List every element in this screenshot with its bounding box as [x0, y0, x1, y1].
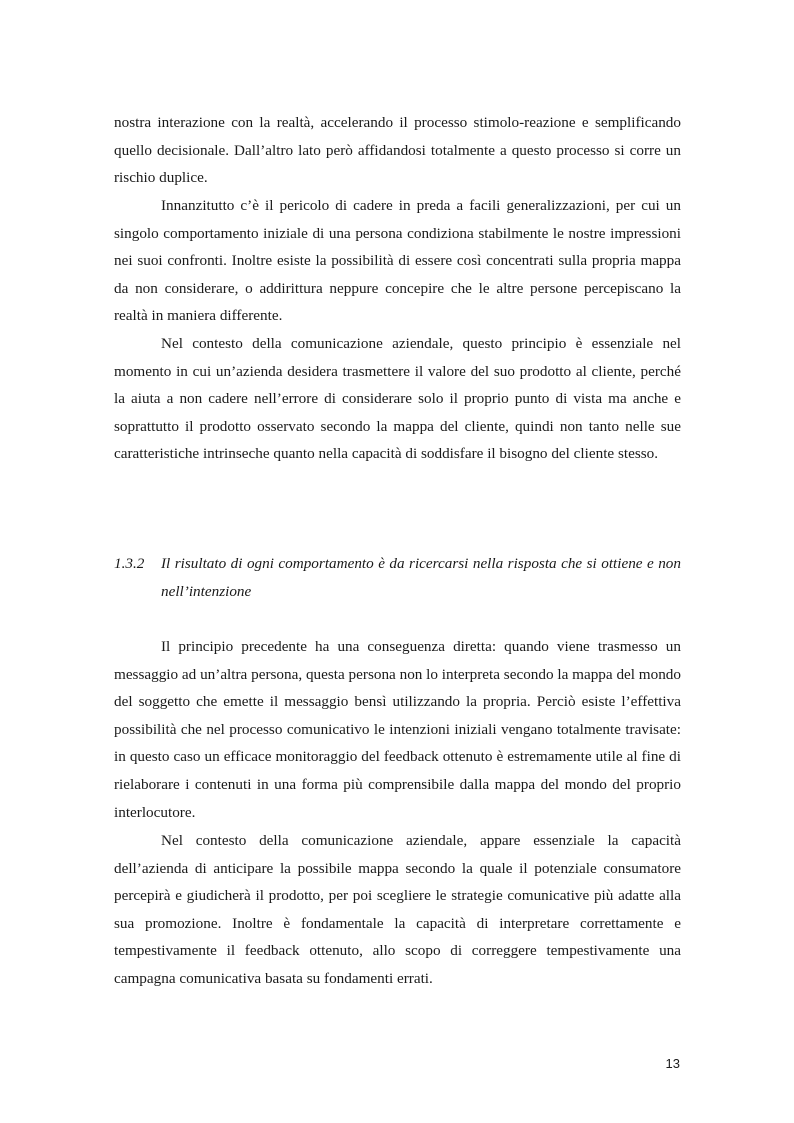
section-title: Il risultato di ogni comportamento è da ricercarsi nella risposta che si ottiene e non nell’intenzione: [161, 555, 681, 600]
body-paragraph: Nel contesto della comunicazione aziendale, questo principio è essenziale nel momento in cui un’azienda desidera trasmettere il valore del suo prodotto al cliente, perché la aiuta a non cadere nell’errore di considerare solo il proprio punto di vista ma anche e soprattutto il prodotto osservato secondo la mappa del cliente, quindi non tanto nelle sue caratteristiche intrinseche quanto nella capacità di soddisfare il bisogno del cliente stesso.: [114, 335, 681, 463]
body-paragraph: Il principio precedente ha una conseguenza diretta: quando viene trasmesso un messaggio ad un’altra persona, questa persona non lo interpreta secondo la mappa del mondo del soggetto che emette il messaggio bensì utilizzando la propria. Perciò esiste l’effettiva possibilità che nel processo comunicativo le intenzioni iniziali vengano totalmente travisate: in questo caso un efficace monitoraggio del feedback ottenuto è estremamente utile al fine di rielaborare i contenuti in una forma più comprensibile dalla mappa del mondo del proprio interlocutore.: [114, 638, 681, 821]
body-paragraph: Nel contesto della comunicazione aziendale, appare essenziale la capacità dell’azienda di anticipare la possibile mappa secondo la quale il potenziale consumatore percepirà e giudicherà il prodotto, per poi scegliere le strategie comunicative più adatte alla sua promozione. Inoltre è fondamentale la capacità di interpretare correttamente e tempestivamente il feedback ottenuto, allo scopo di correggere tempestivamente una campagna comunicativa basata su fondamenti errati.: [114, 832, 681, 987]
page-number: 13: [665, 1056, 680, 1071]
section-number: 1.3.2: [114, 555, 145, 572]
section-heading: [114, 550, 681, 606]
body-paragraph: Innanzitutto c’è il pericolo di cadere in preda a facili generalizzazioni, per cui un singolo comportamento iniziale di una persona condiziona stabilmente le nostre impressioni nei suoi confronti. Inoltre esiste la possibilità di essere così concentrati sulla propria mappa da non considerare, o addirittura neppure concepire che le altre persone percepiscano la realtà in maniera differente.: [114, 197, 681, 325]
body-paragraph: nostra interazione con la realtà, accelerando il processo stimolo-reazione e semplificando quello decisionale. Dall’altro lato però affidandosi totalmente a questo processo si corre un rischio duplice.: [114, 114, 681, 187]
